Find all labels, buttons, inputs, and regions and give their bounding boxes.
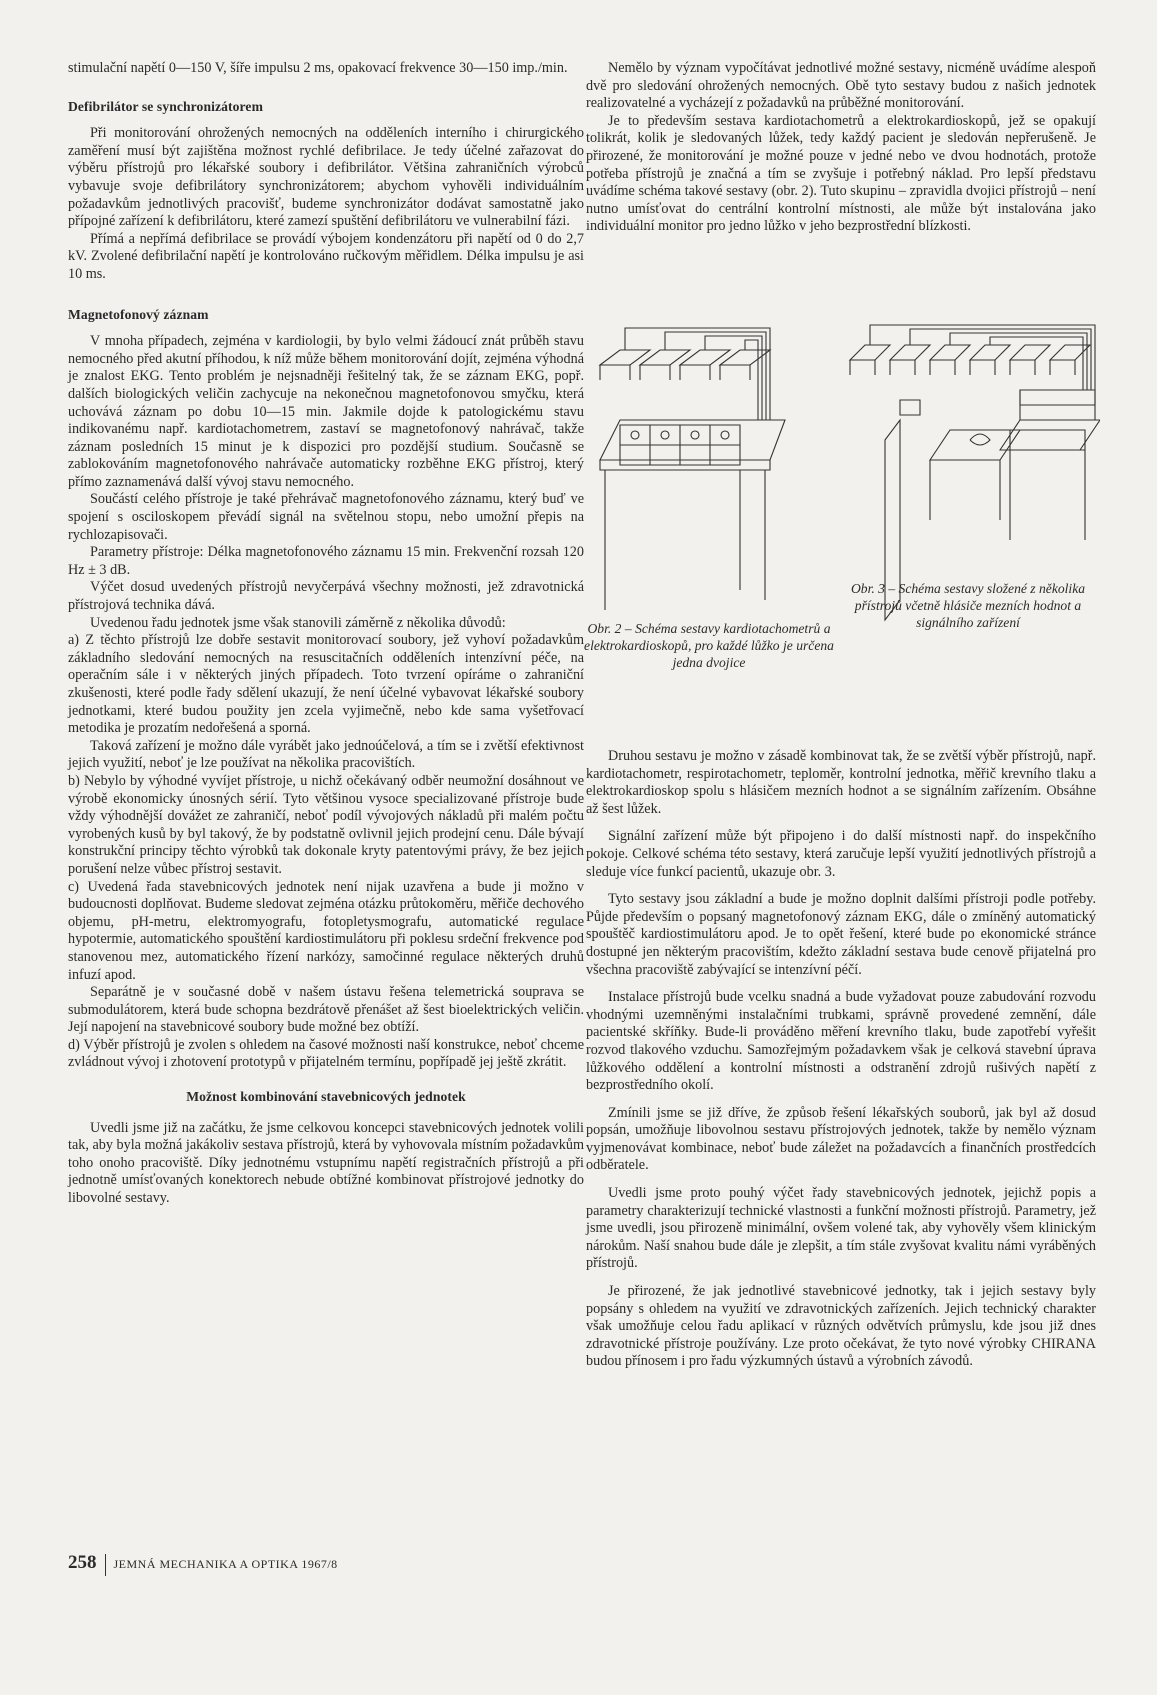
paragraph: Tyto sestavy jsou základní a bude je možno doplnit dalšími přístroji podle potřeby. Půjde především o popsaný magnetofonový záznam EKG, dále o zmíněný automatický spouštěč kardiostimulátoru apod. Je to opět řešení, které bude po ekonomické stránce dostupné jen některým pracovištím, kdežto základní sestava bude cenově přijatelná pro všechna pracoviště zabývající se intenzívní péčí. — [586, 891, 1096, 978]
right-column-top — [586, 60, 1096, 236]
section-heading-combining: Možnost kombinování stavebnicových jednotek — [186, 1089, 466, 1105]
left-column — [68, 60, 584, 1208]
paragraph: Při monitorování ohrožených nemocných na odděleních interního i chirurgického zaměření musí být zajištěna možnost rychlé defibrilace. Je tedy účelné zařazovat do výběru přístrojů pro lékařské soubory i defibrilátor. Většina zahraničních výrobců vybavuje svoje defibrilátory synchronizátorem; abychom vyhověli individuálním požadavkům jednotlivých pracovišť, budeme synchronizátor dodávat samostatně jako přípojné zařízení k defibrilátoru, které zamezí spuštění defibrilátoru ve vulnerabilní fázi. — [68, 125, 584, 230]
paragraph: Je přirozené, že jak jednotlivé stavebnicové jednotky, tak i jejich sestavy byly popsány s ohledem na využití ve zdravotnických zařízeních. Jejich technický charakter však umožňuje celou řadu aplikací v různých odvětvích průmyslu, kde jsou již dnes zdravotnické přístroje používány. Lze proto očekávat, že tyto nové výrobky CHIRANA budou přínosem i pro řadu výzkumných ústavů a výrobních závodů. — [586, 1283, 1096, 1370]
paragraph: Instalace přístrojů bude vcelku snadná a bude vyžadovat pouze zabudování rozvodu vhodnými uzemněnými instalačními trubkami, správně provedené zemnění, dále pacientské skříňky. Bude-li prováděno měření krevního tlaku, bude zapotřebí vyřešit rozvod tlakového vzduchu. Samozřejmým požadavkem však je celková stavební úprava lůžkového oddělení a kontrolní místnosti a odstranění zdrojů rušivých napětí z bezprostředního okolí. — [586, 989, 1096, 1094]
paragraph: c) Uvedená řada stavebnicových jednotek není nijak uzavřena a bude ji možno v budoucnosti doplňovat. Budeme sledovat zejména otázku průtokoměru, měřiče dechového objemu, pH-metru, elektromyografu, fotopletysmografu, automatické regulace hypotermie, automatického spouštění kardiostimulátoru při poklesu srdeční frekvence pod stanovenou mez, automatického řízení narkózy, samočinné regulace některých druhů infuzí apod. — [68, 878, 584, 983]
paragraph: Druhou sestavu je možno v zásadě kombinovat tak, že se zvětší výběr přístrojů, např. kardiotachometr, respirotachometr, teploměr, kontrolní jednotka, měřič krevního tlaku a elektrokardioskop spolu s hlásičem mezních hodnot a se signálním zařízením. Obsáhne až šest lůžek. — [586, 748, 1096, 817]
journal-name: JEMNÁ MECHANIKA A OPTIKA 1967/8 — [113, 1557, 338, 1571]
paragraph: Je to především sestava kardiotachometrů a elektrokardioskopů, jež se opakují tolikrát, kolik je sledovaných lůžek, tedy každý pacient je sledován nepřerušeně. Je přirozené, že monitorování je možné pouze v jedné nebo ve dvou hodnotách, protože potřeba přístrojů je značná a tím se zvyšuje i potřebný náklad. Pro lepší představu uvádíme schéma takové sestavy (obr. 2). Tuto skupinu – zpravidla dvojici přístrojů – není nutno umísťovat do centrální kontrolní místnosti, ale může být instalována jako individuální monitor pro jedno lůžko v jeho bezprostřední blízkosti. — [586, 112, 1096, 235]
paragraph: Uvedli jsme proto pouhý výčet řady stavebnicových jednotek, jejichž popis a parametry charakterizují technické vlastnosti a funkční možnosti přístrojů. Parametry, jež jsme uvedli, jsou přirozeně minimální, ovšem volené tak, aby vyhověly všem klinickým nárokům. Naší snahou bude dále je zlepšit, a tím stále zvyšovat kvalitu námi vyráběných přístrojů. — [586, 1185, 1096, 1272]
right-column-bottom — [586, 748, 1096, 1371]
paragraph: Zmínili jsme se již dříve, že způsob řešení lékařských souborů, jak byl až dosud popsán, umožňuje libovolnou sestavu přístrojových jednotek, takže by nemělo význam vyjmenovávat kombinace, neboť bude záležet na požadavcích a finančních prostředcích odběratele. — [586, 1104, 1096, 1174]
paragraph: d) Výběr přístrojů je zvolen s ohledem na časové možnosti naší konstrukce, neboť chceme zvládnout vývoj i zhotovení prototypů v přijatelném termínu, popřípadě jej ještě zkrátit. — [68, 1036, 584, 1071]
paragraph: Součástí celého přístroje je také přehrávač magnetofonového záznamu, který buď ve spojení s osciloskopem převádí signál na světelnou stopu, nebo umožní přepis na rychlozapisovači. — [68, 491, 584, 543]
paragraph: Parametry přístroje: Délka magnetofonového záznamu 15 min. Frekvenční rozsah 120 Hz ± 3 dB. — [68, 544, 584, 578]
paragraph: Signální zařízení může být připojeno i do další místnosti např. do inspekčního pokoje. Celkové schéma této sestavy, která zaručuje lepší využití jednotlivých přístrojů a sleduje více funkcí pacientů, ukazuje obr. 3. — [586, 828, 1096, 880]
figure-3-caption: Obr. 3 – Schéma sestavy složené z několika přístrojů včetně hlásiče mezních hodnot a signálního zařízení — [850, 581, 1086, 630]
paragraph: Uvedli jsme již na začátku, že jsme celkovou koncepci stavebnicových jednotek volili tak, aby byla možná jakákoliv sestava přístrojů, která by vyhovovala místním požadavkům toho onoho pracoviště. Díky jednotnému vstupnímu napětí registračních přístrojů a při jednotně umísťovaných konektorech nebude obtížné kombinovat přístrojové jednotky do libovolné sestavy. — [68, 1119, 584, 1207]
paragraph: Výčet dosud uvedených přístrojů nevyčerpává všechny možnosti, jež zdravotnická přístrojová technika dává. — [68, 579, 584, 614]
paragraph: stimulační napětí 0—150 V, šíře impulsu 2 ms, opakovací frekvence 30—150 imp./min. — [68, 60, 568, 76]
section-heading-tape-recording: Magnetofonový záznam — [68, 306, 209, 322]
footer-divider — [105, 1554, 106, 1576]
paragraph: Separátně je v současné době v našem ústavu řešena telemetrická souprava se submodulátorem, která bude schopna bezdrátově přenášet až šest bioelektrických veličin. Její napojení na stavebnicové soubory bude možné bez obtíží. — [68, 984, 584, 1036]
paragraph: a) Z těchto přístrojů lze dobře sestavit monitorovací soubory, jež vyhoví požadavkům základního sledování nemocných na resuscitačních odděleních intenzívní péče, na operačním sále i v některých jiných případech. Toto tvrzení opíráme o zahraniční zkušenosti, které podle řady sdělení ukazují, že není účelné vybavovat lékařské soubory jednotkami, které budou použity jen zcela vyjimečně, nebo kde sama vyšetřovací metodika je prozatím nedořešená a sporná. — [68, 632, 584, 737]
section-heading-defibrillator: Defibrilátor se synchronizátorem — [68, 98, 263, 114]
page-footer — [68, 1552, 568, 1576]
paragraph: V mnoha případech, zejména v kardiologii, by bylo velmi žádoucí znát průběh stavu nemocného před akutní příhodou, k níž může během monitorování dojít, zejména výhodná je znalost EKG. Tento problém je nejsnadněji řešitelný tak, že se záznam EKG, popř. dalších biologických veličin zachycuje na nekonečnou magnetofonovou smyčku, která uchovává záznam po dobu 10—15 min. Jakmile dojde k patologickému stavu indikovanému např. kardiotachometrem, zastaví se magnetofonový nahrávač, takže záznam posledních 15 minut je k dispozici pro pozdější studium. Současně se zablokováním magnetofonového nahrávače automaticky rozběhne EKG přístroj, který přímo zaznamenává další vývoj stavu nemocného. — [68, 333, 584, 490]
paragraph: Taková zařízení je možno dále vyrábět jako jednoúčelová, a tím se i zvětší efektivnost jejich využití, neboť je lze používat na několika pracovištích. — [68, 737, 584, 772]
fig2-beds — [600, 350, 770, 380]
paragraph: Uvedenou řadu jednotek jsme však stanovili záměrně z několika důvodů: — [90, 614, 506, 631]
paragraph: b) Nebylo by výhodné vyvíjet přístroje, u nichž očekávaný odběr neumožní dosáhnout ve výrobě ekonomicky únosných sérií. Tyto většinou vysoce specializované přístroje bude vždy výhodnější dovážet ze zahraničí, neboť podíl vývojových nákladů při malém počtu vyrobených kusů by byl takový, že by podstatně ovlivnil jejich prodejní cenu. Dále bývají konstrukční principy těchto výrobků tak dokonale kryty patentovými právy, že bez jejich porušení nelze vůbec přístroj sestavit. — [68, 772, 584, 877]
page-number: 258 — [68, 1552, 97, 1573]
paragraph: Přímá a nepřímá defibrilace se provádí výbojem kondenzátoru při napětí od 0 do 2,7 kV. Zvolené defibrilační napětí je kontrolováno ručkovým měřidlem. Délka impulsu je asi 10 ms. — [68, 230, 584, 282]
figure-2-caption: Obr. 2 – Schéma sestavy kardiotachometrů a elektrokardioskopů, pro každé lůžko je určena jedna dvojice — [584, 621, 834, 670]
paragraph: Nemělo by význam vypočítávat jednotlivé možné sestavy, nicméně uvádíme alespoň dvě pro sledování ohrožených nemocných. Obě tyto sestavy budou z našich jednotek realizovatelné a vycházejí z požadavků na průběžné monitorování. — [586, 60, 1096, 112]
